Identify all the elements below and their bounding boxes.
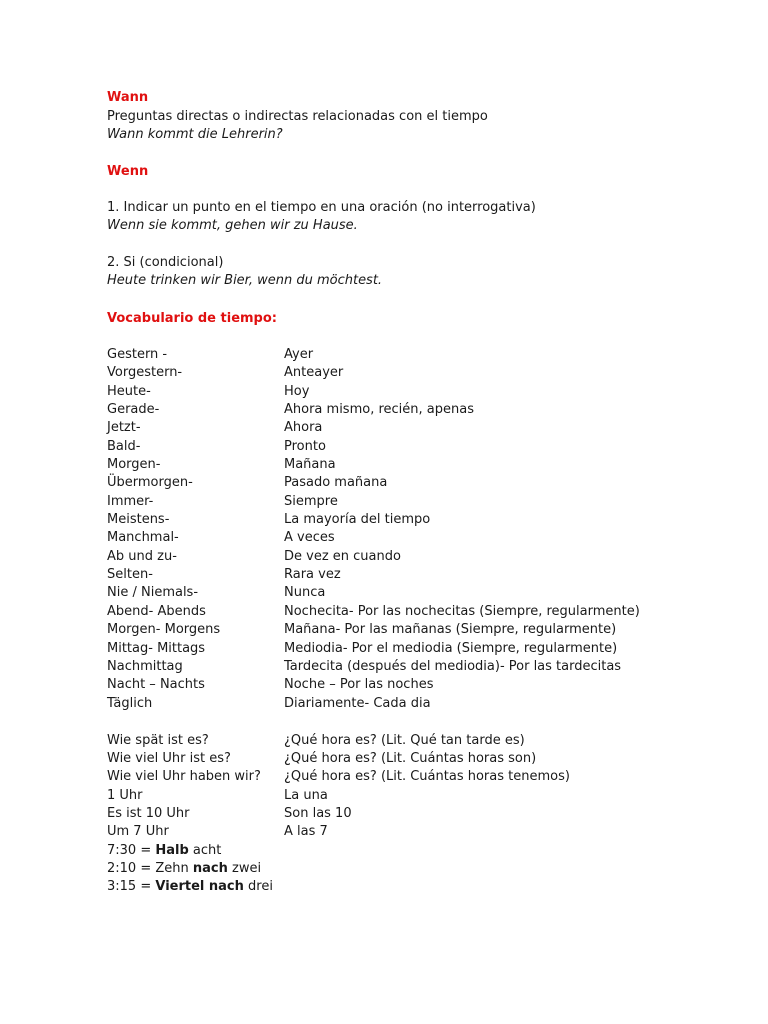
vocab-row xyxy=(107,621,707,639)
vocab-spanish: Ahora mismo, recién, apenas xyxy=(284,402,474,417)
time-text: 3:15 = xyxy=(107,879,156,894)
clock-spanish: Son las 10 xyxy=(284,806,352,821)
vocab-row xyxy=(107,640,707,658)
clock-spanish: ¿Qué hora es? (Lit. Cuántas horas son) xyxy=(284,751,537,766)
vocab-row xyxy=(107,493,707,511)
vocab-spanish: A veces xyxy=(284,530,335,545)
wann-description: Preguntas directas o indirectas relacionadas con el tiempo xyxy=(107,109,488,124)
time-keyword: Halb xyxy=(155,843,189,858)
vocab-spanish: La mayoría del tiempo xyxy=(284,512,431,527)
vocab-row xyxy=(107,566,707,584)
vocab-spanish: Pasado mañana xyxy=(284,475,388,490)
vocab-german: Nachmittag xyxy=(107,659,183,674)
vocab-spanish: Siempre xyxy=(284,494,338,509)
vocab-german: Gestern - xyxy=(107,347,168,362)
vocab-german: Meistens- xyxy=(107,512,170,527)
vocab-row xyxy=(107,364,707,382)
clock-german: Wie viel Uhr ist es? xyxy=(107,751,231,766)
vocab-spanish: Anteayer xyxy=(284,365,344,380)
vocab-spanish: Hoy xyxy=(284,384,310,399)
time-text: zwei xyxy=(227,861,262,876)
vocab-row xyxy=(107,676,707,694)
clock-spanish: ¿Qué hora es? (Lit. Cuántas horas tenemos) xyxy=(284,769,570,784)
vocab-heading: Vocabulario de tiempo: xyxy=(107,311,277,326)
vocab-german: Ab und zu- xyxy=(107,549,177,564)
vocab-spanish: Noche – Por las noches xyxy=(284,677,434,692)
time-example-halb xyxy=(107,842,221,860)
vocab-spanish: Mediodia- Por el mediodia (Siempre, regularmente) xyxy=(284,641,618,656)
vocab-row xyxy=(107,456,707,474)
clock-row xyxy=(107,732,707,750)
vocab-row xyxy=(107,474,707,492)
wenn-heading: Wenn xyxy=(107,164,149,179)
vocab-row xyxy=(107,346,707,364)
wann-heading: Wann xyxy=(107,90,149,105)
clock-german: Um 7 Uhr xyxy=(107,824,169,839)
wenn-example-1: Wenn sie kommt, gehen wir zu Hause. xyxy=(107,218,358,233)
vocab-german: Täglich xyxy=(107,696,153,711)
vocab-german: Gerade- xyxy=(107,402,160,417)
vocab-spanish: De vez en cuando xyxy=(284,549,401,564)
time-keyword: nach xyxy=(192,861,228,876)
vocab-german: Nie / Niemals- xyxy=(107,585,199,600)
clock-row xyxy=(107,750,707,768)
time-example-viertel xyxy=(107,878,273,896)
vocab-german: Morgen- xyxy=(107,457,161,472)
vocab-row xyxy=(107,383,707,401)
vocab-german: Jetzt- xyxy=(107,420,141,435)
vocab-spanish: Rara vez xyxy=(284,567,341,582)
vocab-german: Selten- xyxy=(107,567,153,582)
time-text: 7:30 = xyxy=(107,843,156,858)
clock-row xyxy=(107,787,707,805)
time-example-nach xyxy=(107,860,261,878)
clock-german: 1 Uhr xyxy=(107,788,143,803)
vocab-spanish: Mañana- Por las mañanas (Siempre, regularmente) xyxy=(284,622,617,637)
clock-row xyxy=(107,768,707,786)
vocab-row xyxy=(107,695,707,713)
time-text: 2:10 = Zehn xyxy=(107,861,193,876)
vocab-row xyxy=(107,658,707,676)
vocab-spanish: Pronto xyxy=(284,439,326,454)
vocab-spanish: Mañana xyxy=(284,457,336,472)
vocab-german: Abend- Abends xyxy=(107,604,206,619)
vocab-spanish: Nunca xyxy=(284,585,326,600)
clock-row xyxy=(107,823,707,841)
vocab-row xyxy=(107,419,707,437)
clock-german: Es ist 10 Uhr xyxy=(107,806,190,821)
vocab-row xyxy=(107,584,707,602)
vocab-spanish: Tardecita (después del mediodia)- Por las tardecitas xyxy=(284,659,622,674)
vocab-german: Nacht – Nachts xyxy=(107,677,205,692)
vocab-german: Bald- xyxy=(107,439,141,454)
clock-spanish: A las 7 xyxy=(284,824,328,839)
wenn-point-1: 1. Indicar un punto en el tiempo en una oración (no interrogativa) xyxy=(107,200,536,215)
vocab-german: Immer- xyxy=(107,494,154,509)
vocab-row xyxy=(107,603,707,621)
vocab-spanish: Ayer xyxy=(284,347,314,362)
vocab-row xyxy=(107,548,707,566)
wenn-example-2: Heute trinken wir Bier, wenn du möchtest. xyxy=(107,273,383,288)
clock-spanish: ¿Qué hora es? (Lit. Qué tan tarde es) xyxy=(284,733,525,748)
time-keyword: Viertel nach xyxy=(155,879,244,894)
vocab-spanish: Nochecita- Por las nochecitas (Siempre, regularmente) xyxy=(284,604,640,619)
vocab-german: Übermorgen- xyxy=(107,475,193,490)
vocab-row xyxy=(107,511,707,529)
time-text: drei xyxy=(243,879,273,894)
vocab-german: Morgen- Morgens xyxy=(107,622,221,637)
clock-german: Wie viel Uhr haben wir? xyxy=(107,769,261,784)
wann-example: Wann kommt die Lehrerin? xyxy=(107,127,283,142)
vocab-row xyxy=(107,529,707,547)
vocab-german: Manchmal- xyxy=(107,530,179,545)
vocab-spanish: Ahora xyxy=(284,420,323,435)
vocab-german: Mittag- Mittags xyxy=(107,641,206,656)
vocab-german: Heute- xyxy=(107,384,151,399)
clock-german: Wie spät ist es? xyxy=(107,733,209,748)
clock-spanish: La una xyxy=(284,788,328,803)
vocab-row xyxy=(107,438,707,456)
wenn-point-2: 2. Si (condicional) xyxy=(107,255,224,270)
vocab-spanish: Diariamente- Cada dia xyxy=(284,696,431,711)
clock-row xyxy=(107,805,707,823)
vocab-german: Vorgestern- xyxy=(107,365,183,380)
time-text: acht xyxy=(188,843,222,858)
vocab-row xyxy=(107,401,707,419)
